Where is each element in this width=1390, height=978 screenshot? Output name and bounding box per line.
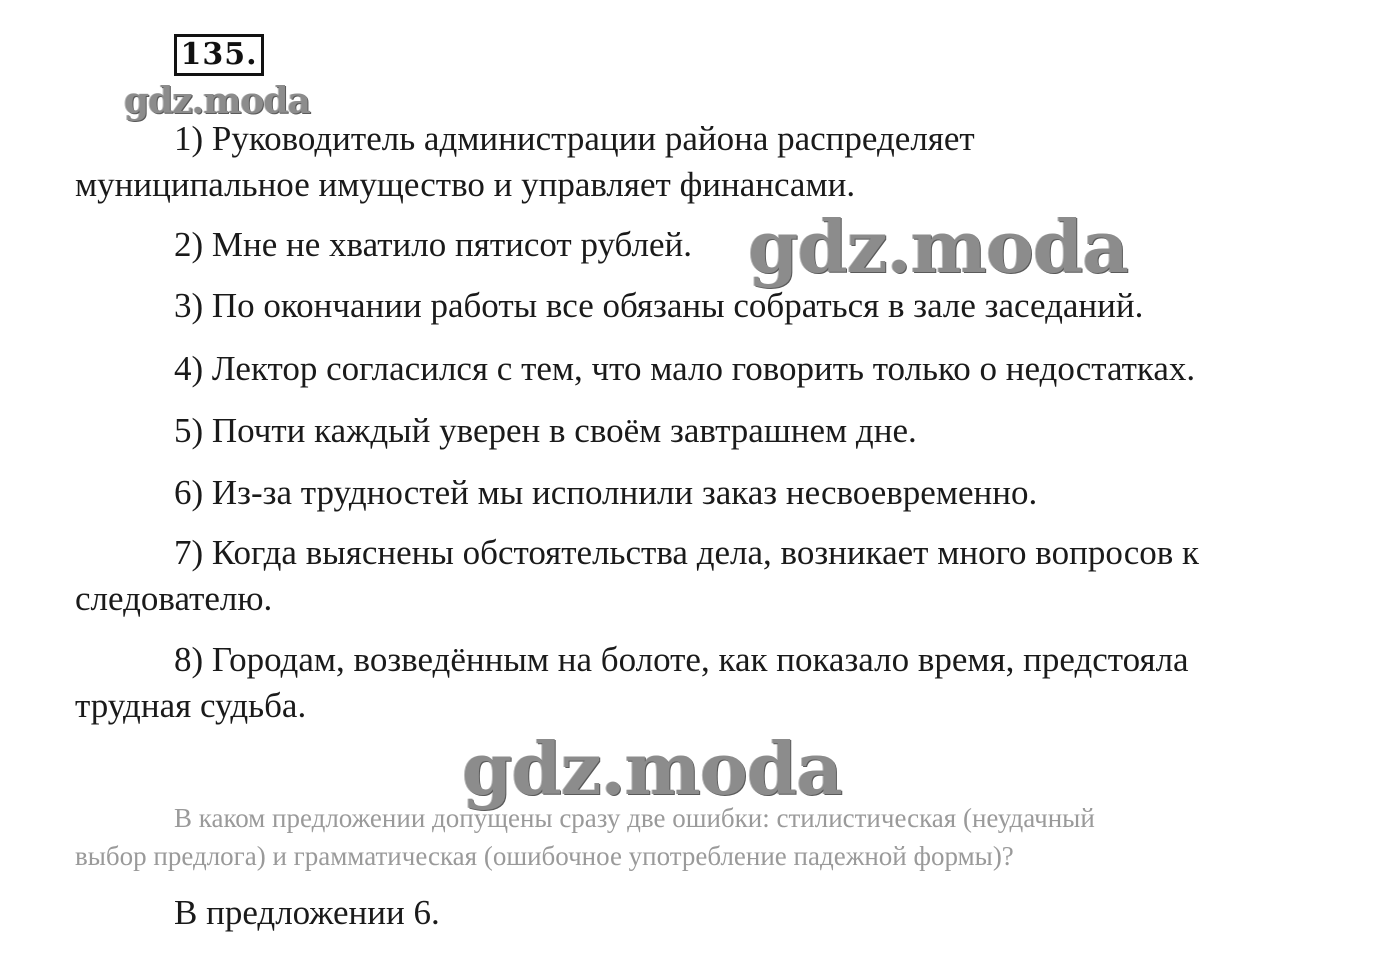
sentence-6: 6) Из-за трудностей мы исполнили заказ несвоевременно. (174, 473, 1038, 512)
watermark-logo: gdz.moda (748, 204, 1128, 289)
sentence-1-line-1: 1) Руководитель администрации района распределяет (174, 119, 975, 158)
sentence-5: 5) Почти каждый уверен в своём завтрашнем дне. (174, 411, 917, 450)
answer: В предложении 6. (174, 893, 440, 932)
sentence-7-line-2: следователю. (75, 579, 273, 618)
sentence-4: 4) Лектор согласился с тем, что мало говорить только о недостатках. (174, 349, 1196, 388)
sentence-8-line-1: 8) Городам, возведённым на болоте, как показало время, предстояла (174, 640, 1189, 679)
watermark-logo: gdz.moda (462, 726, 842, 811)
question-line-2: выбор предлога) и грамматическая (ошибочное употребление падежной формы)? (75, 841, 1014, 871)
watermark-logo: gdz.moda (124, 80, 310, 122)
question-line-1: В каком предложении допущены сразу две ошибки: стилистическая (неудачный (174, 803, 1095, 833)
sentence-1-line-2: муниципальное имущество и управляет финансами. (75, 165, 856, 204)
exercise-number: 135. (174, 34, 264, 76)
sentence-8-line-2: трудная судьба. (75, 686, 307, 725)
sentence-2: 2) Мне не хватило пятисот рублей. (174, 225, 692, 264)
sentence-7-line-1: 7) Когда выяснены обстоятельства дела, возникает много вопросов к (174, 533, 1200, 572)
sentence-3: 3) По окончании работы все обязаны собраться в зале заседаний. (174, 286, 1144, 325)
